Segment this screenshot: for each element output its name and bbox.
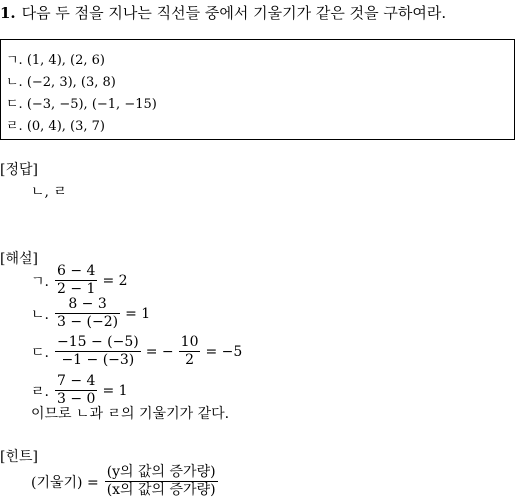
denominator: (x의 값의 증가량) <box>106 482 216 498</box>
solution-step-3 <box>31 334 245 369</box>
solution-step-2 <box>31 296 153 331</box>
step-label: ㄹ. <box>31 383 49 400</box>
numerator: 8 − 3 <box>55 296 120 314</box>
step-label: ㄴ. <box>31 306 49 323</box>
fraction <box>105 464 218 499</box>
hint-lhs: (기울기) = <box>31 474 99 491</box>
problem-statement <box>0 2 446 23</box>
denominator: 2 − 1 <box>56 281 96 297</box>
fraction <box>55 334 141 369</box>
denominator: 3 − (−2) <box>56 314 119 330</box>
options-box <box>0 39 515 140</box>
solution-label: [해설] <box>0 251 38 267</box>
step-label: ㄱ. <box>31 273 49 290</box>
solution-step-1 <box>31 263 131 298</box>
step-mid: = − <box>145 343 174 360</box>
step-result: = 1 <box>125 305 151 322</box>
fraction <box>55 296 120 331</box>
step-result: = 2 <box>102 272 128 289</box>
problem-number: 1. <box>0 4 16 22</box>
answer-label: [정답] <box>0 162 38 178</box>
fraction <box>55 263 97 298</box>
problem-text: 다음 두 점을 지나는 직선들 중에서 기울기가 같은 것을 구하여라. <box>21 4 447 22</box>
answer-value: ㄴ, ㄹ <box>31 184 67 200</box>
solution-conclusion: 이므로 ㄴ과 ㄹ의 기울기가 같다. <box>31 406 230 422</box>
numerator: (y의 값의 증가량) <box>106 464 216 480</box>
hint-formula <box>31 464 220 499</box>
numerator: 6 − 4 <box>56 263 96 279</box>
option-2: ㄴ. (−2, 3), (3, 8) <box>6 75 116 90</box>
step-label: ㄷ. <box>31 344 49 361</box>
denominator: 3 − 0 <box>56 391 96 407</box>
option-4: ㄹ. (0, 4), (3, 7) <box>6 119 105 134</box>
numerator: 10 <box>180 334 199 350</box>
numerator: −15 − (−5) <box>56 334 139 350</box>
option-3: ㄷ. (−3, −5), (−1, −15) <box>6 97 157 112</box>
fraction <box>179 334 201 369</box>
denominator: 2 <box>185 352 195 368</box>
numerator: 7 − 4 <box>56 373 96 389</box>
step-result: = −5 <box>205 343 243 360</box>
denominator: −1 − (−3) <box>61 352 135 368</box>
hint-label: [힌트] <box>0 449 38 465</box>
option-1: ㄱ. (1, 4), (2, 6) <box>6 53 105 68</box>
step-result: = 1 <box>102 382 128 399</box>
